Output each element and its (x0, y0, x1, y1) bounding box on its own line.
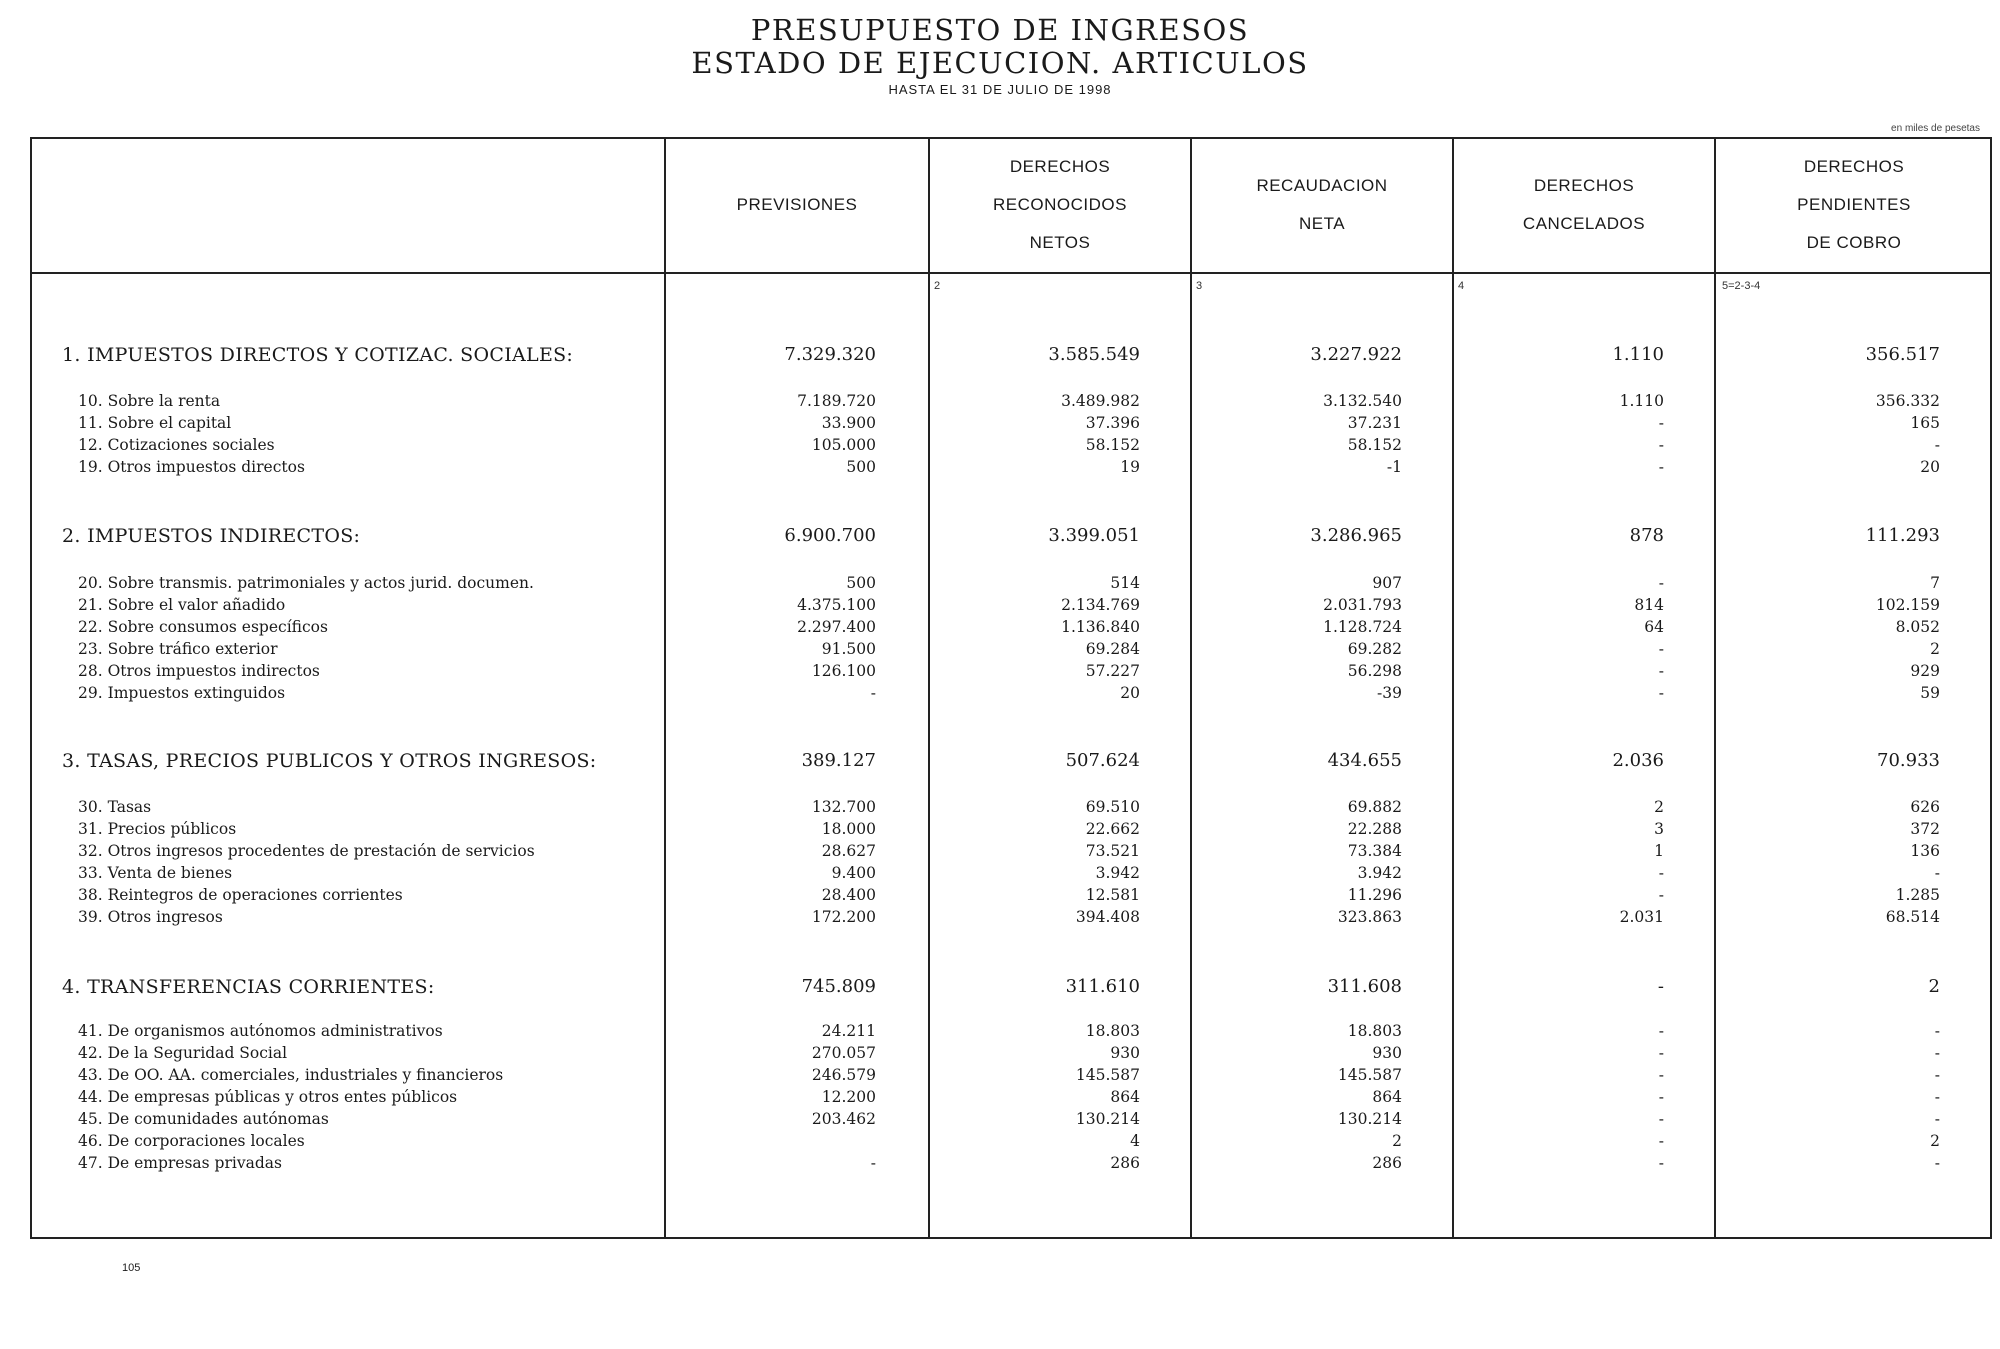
cell-prev: 12.200 (821, 1088, 876, 1106)
report-subtitle: ESTADO DE EJECUCION. ARTICULOS (691, 46, 1309, 80)
cell-dr: 69.510 (1085, 798, 1140, 816)
row-label: 20. Sobre transmis. patrimoniales y actos jurid. documen. (78, 574, 534, 592)
column-number: 4 (1458, 280, 1465, 292)
table-row (0, 618, 2000, 638)
units-note: en miles de pesetas (1891, 123, 1980, 134)
table-row (0, 662, 2000, 682)
cell-dr: 145.587 (1075, 1066, 1140, 1084)
table-row (0, 1154, 2000, 1174)
cell-can: - (1658, 662, 1664, 680)
cell-rec: 311.608 (1327, 976, 1402, 997)
col-header-pendientes: DERECHOS PENDIENTES DE COBRO (1797, 157, 1911, 252)
cell-can: - (1658, 1066, 1664, 1084)
cell-dr: 58.152 (1085, 436, 1140, 454)
cell-rec: 69.882 (1347, 798, 1402, 816)
cell-can: 878 (1629, 525, 1664, 546)
row-label: 44. De empresas públicas y otros entes públicos (78, 1088, 458, 1106)
cell-rec: 58.152 (1347, 436, 1402, 454)
cell-pend: 165 (1910, 414, 1940, 432)
row-label: 22. Sobre consumos específicos (78, 618, 328, 636)
row-label: 33. Venta de bienes (78, 864, 233, 882)
cell-can: - (1658, 436, 1664, 454)
cell-rec: -39 (1377, 684, 1402, 702)
cell-rec: 323.863 (1337, 908, 1402, 926)
table-row (0, 1088, 2000, 1108)
row-label: 39. Otros ingresos (78, 908, 223, 926)
cell-rec: 3.942 (1357, 864, 1402, 882)
cell-rec: 37.231 (1347, 414, 1402, 432)
row-label: 31. Precios públicos (78, 820, 237, 838)
cell-pend: - (1934, 1110, 1940, 1128)
cell-dr: 864 (1110, 1088, 1140, 1106)
cell-dr: 22.662 (1085, 820, 1140, 838)
cell-pend: 2 (1930, 1132, 1940, 1150)
cell-rec: 11.296 (1347, 886, 1402, 904)
column-number: 5=2-3-4 (1722, 280, 1761, 292)
cell-pend: 70.933 (1877, 750, 1940, 771)
table-row (0, 798, 2000, 818)
cell-dr: 20 (1120, 684, 1140, 702)
cell-dr: 3.942 (1095, 864, 1140, 882)
row-label: 43. De OO. AA. comerciales, industriales y financieros (78, 1066, 504, 1084)
cell-pend: 2 (1930, 640, 1940, 658)
cell-dr: 1.136.840 (1061, 618, 1140, 636)
cell-can: - (1658, 1132, 1664, 1150)
cell-rec: 22.288 (1347, 820, 1402, 838)
cell-pend: - (1934, 1154, 1940, 1172)
col-header-previsiones: PREVISIONES (736, 195, 858, 214)
cell-rec: -1 (1386, 458, 1402, 476)
cell-can: 64 (1644, 618, 1664, 636)
cell-pend: 356.332 (1875, 392, 1940, 410)
cell-rec: 69.282 (1347, 640, 1402, 658)
cell-prev: 745.809 (801, 976, 876, 997)
cell-can: - (1658, 640, 1664, 658)
col-header-recaudacion: RECAUDACION NETA (1256, 176, 1388, 233)
cell-rec: 434.655 (1327, 750, 1402, 771)
table-row (0, 414, 2000, 434)
cell-can: 814 (1634, 596, 1664, 614)
cell-prev: 91.500 (821, 640, 876, 658)
cell-pend: 59 (1920, 684, 1940, 702)
row-label: 45. De comunidades autónomas (78, 1110, 329, 1128)
cell-prev: 500 (846, 458, 876, 476)
cell-dr: 507.624 (1065, 750, 1140, 771)
cell-pend: 111.293 (1865, 525, 1940, 546)
table-row (0, 1022, 2000, 1042)
cell-prev: 126.100 (811, 662, 876, 680)
cell-rec: 864 (1372, 1088, 1402, 1106)
cell-prev: - (870, 1154, 876, 1172)
table-row (0, 392, 2000, 412)
row-label: 41. De organismos autónomos administrativos (78, 1022, 443, 1040)
cell-can: - (1657, 976, 1664, 997)
row-label: 29. Impuestos extinguidos (78, 684, 286, 702)
cell-dr: 37.396 (1085, 414, 1140, 432)
cell-pend: 20 (1920, 458, 1940, 476)
report-titles (0, 14, 2000, 100)
cell-rec: 56.298 (1347, 662, 1402, 680)
cell-rec: 3.132.540 (1323, 392, 1402, 410)
cell-pend: 68.514 (1885, 908, 1940, 926)
cell-dr: 286 (1110, 1154, 1140, 1172)
cell-can: 1.110 (1612, 344, 1664, 365)
cell-can: - (1658, 1088, 1664, 1106)
row-label: 12. Cotizaciones sociales (78, 436, 275, 454)
cell-prev: 7.189.720 (797, 392, 876, 410)
col-header-derechos-reconocidos: DERECHOS RECONOCIDOS NETOS (993, 157, 1127, 252)
cell-dr: 130.214 (1075, 1110, 1140, 1128)
page-number: 105 (122, 1262, 141, 1274)
cell-pend: 2 (1928, 976, 1940, 997)
cell-rec: 73.384 (1347, 842, 1402, 860)
table-row (0, 458, 2000, 478)
row-label: 19. Otros impuestos directos (78, 458, 305, 476)
cell-dr: 394.408 (1075, 908, 1140, 926)
cell-prev: 4.375.100 (797, 596, 876, 614)
cell-prev: 18.000 (821, 820, 876, 838)
table-row (0, 596, 2000, 616)
cell-can: 1 (1654, 842, 1664, 860)
table-row (0, 640, 2000, 660)
category-row (0, 344, 2000, 364)
cell-can: 2.031 (1619, 908, 1664, 926)
cell-can: - (1658, 574, 1664, 592)
row-label: 30. Tasas (78, 798, 152, 816)
row-label: 47. De empresas privadas (78, 1154, 282, 1172)
cell-rec: 1.128.724 (1323, 618, 1402, 636)
report-date: HASTA EL 31 DE JULIO DE 1998 (888, 82, 1112, 97)
table-row (0, 864, 2000, 884)
cell-pend: 626 (1910, 798, 1940, 816)
table-row (0, 1110, 2000, 1130)
cell-rec: 145.587 (1337, 1066, 1402, 1084)
row-label: 28. Otros impuestos indirectos (78, 662, 320, 680)
cell-can: - (1658, 1044, 1664, 1062)
cell-pend: - (1934, 1088, 1940, 1106)
cell-rec: 3.286.965 (1310, 525, 1402, 546)
category-row (0, 525, 2000, 545)
cell-pend: - (1934, 436, 1940, 454)
table-row (0, 436, 2000, 456)
header-divider (30, 272, 1992, 274)
cell-pend: - (1934, 1022, 1940, 1040)
cell-dr: 19 (1120, 458, 1140, 476)
cell-dr: 73.521 (1085, 842, 1140, 860)
column-number: 2 (934, 280, 941, 292)
cell-rec: 18.803 (1347, 1022, 1402, 1040)
cell-dr: 12.581 (1085, 886, 1140, 904)
cell-pend: 8.052 (1895, 618, 1940, 636)
cell-can: - (1658, 458, 1664, 476)
row-label: 1. IMPUESTOS DIRECTOS Y COTIZAC. SOCIALES: (62, 344, 574, 366)
cell-rec: 130.214 (1337, 1110, 1402, 1128)
cell-pend: 7 (1930, 574, 1940, 592)
category-row (0, 750, 2000, 770)
row-label: 46. De corporaciones locales (78, 1132, 305, 1150)
table-row (0, 908, 2000, 928)
cell-dr: 18.803 (1085, 1022, 1140, 1040)
cell-pend: - (1934, 1044, 1940, 1062)
cell-dr: 69.284 (1085, 640, 1140, 658)
cell-prev: 2.297.400 (797, 618, 876, 636)
cell-prev: 28.627 (821, 842, 876, 860)
cell-prev: 132.700 (811, 798, 876, 816)
cell-can: - (1658, 886, 1664, 904)
table-row (0, 820, 2000, 840)
cell-pend: 136 (1910, 842, 1940, 860)
row-label: 10. Sobre la renta (78, 392, 221, 410)
cell-prev: 246.579 (811, 1066, 876, 1084)
cell-dr: 930 (1110, 1044, 1140, 1062)
cell-pend: 356.517 (1865, 344, 1940, 365)
cell-pend: 1.285 (1895, 886, 1940, 904)
report-title: PRESUPUESTO DE INGRESOS (750, 13, 1250, 47)
cell-prev: 7.329.320 (784, 344, 876, 365)
cell-pend: 102.159 (1875, 596, 1940, 614)
cell-prev: 105.000 (811, 436, 876, 454)
table-row (0, 842, 2000, 862)
cell-can: - (1658, 1110, 1664, 1128)
table-row (0, 1066, 2000, 1086)
row-label: 21. Sobre el valor añadido (78, 596, 286, 614)
cell-dr: 57.227 (1085, 662, 1140, 680)
row-label: 38. Reintegros de operaciones corrientes (78, 886, 403, 904)
cell-prev: 9.400 (831, 864, 876, 882)
cell-prev: 33.900 (821, 414, 876, 432)
column-number: 3 (1196, 280, 1203, 292)
cell-rec: 286 (1372, 1154, 1402, 1172)
table-row (0, 574, 2000, 594)
cell-can: - (1658, 864, 1664, 882)
cell-dr: 3.399.051 (1048, 525, 1140, 546)
cell-prev: 270.057 (811, 1044, 876, 1062)
cell-can: - (1658, 1022, 1664, 1040)
row-label: 23. Sobre tráfico exterior (78, 640, 278, 658)
cell-prev: 172.200 (811, 908, 876, 926)
cell-pend: - (1934, 1066, 1940, 1084)
cell-can: 2 (1654, 798, 1664, 816)
cell-dr: 3.585.549 (1048, 344, 1140, 365)
cell-can: 1.110 (1619, 392, 1664, 410)
row-label: 32. Otros ingresos procedentes de prestación de servicios (78, 842, 535, 860)
cell-rec: 3.227.922 (1310, 344, 1402, 365)
cell-prev: 6.900.700 (784, 525, 876, 546)
cell-dr: 514 (1110, 574, 1140, 592)
row-label: 42. De la Seguridad Social (78, 1044, 288, 1062)
cell-dr: 311.610 (1065, 976, 1140, 997)
cell-prev: 500 (846, 574, 876, 592)
cell-dr: 2.134.769 (1061, 596, 1140, 614)
cell-rec: 930 (1372, 1044, 1402, 1062)
cell-pend: 372 (1910, 820, 1940, 838)
cell-rec: 2 (1392, 1132, 1402, 1150)
cell-pend: 929 (1910, 662, 1940, 680)
cell-rec: 907 (1372, 574, 1402, 592)
table-row (0, 1132, 2000, 1152)
table-row (0, 684, 2000, 704)
cell-rec: 2.031.793 (1323, 596, 1402, 614)
col-header-cancelados: DERECHOS CANCELADOS (1522, 176, 1646, 233)
category-row (0, 976, 2000, 996)
cell-dr: 3.489.982 (1061, 392, 1140, 410)
row-label: 3. TASAS, PRECIOS PUBLICOS Y OTROS INGRESOS: (62, 750, 597, 772)
row-label: 2. IMPUESTOS INDIRECTOS: (62, 525, 361, 547)
cell-can: - (1658, 414, 1664, 432)
cell-can: - (1658, 684, 1664, 702)
cell-prev: 24.211 (821, 1022, 876, 1040)
cell-can: 2.036 (1612, 750, 1664, 771)
cell-pend: - (1934, 864, 1940, 882)
cell-can: 3 (1654, 820, 1664, 838)
row-label: 4. TRANSFERENCIAS CORRIENTES: (62, 976, 435, 998)
cell-prev: 28.400 (821, 886, 876, 904)
cell-dr: 4 (1130, 1132, 1140, 1150)
row-label: 11. Sobre el capital (78, 414, 232, 432)
table-row (0, 1044, 2000, 1064)
cell-prev: - (870, 684, 876, 702)
cell-prev: 389.127 (801, 750, 876, 771)
cell-prev: 203.462 (811, 1110, 876, 1128)
table-row (0, 886, 2000, 906)
cell-can: - (1658, 1154, 1664, 1172)
